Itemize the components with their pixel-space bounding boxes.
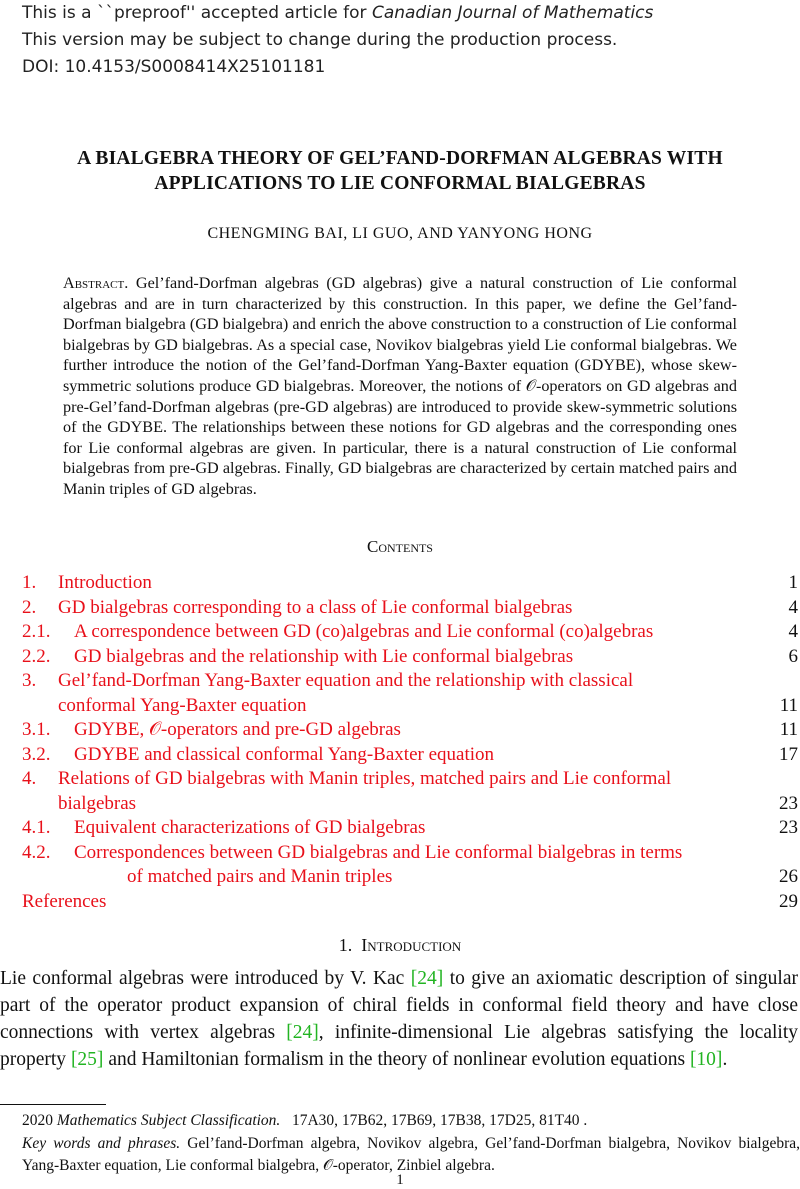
toc-page-number: 4 [788, 621, 798, 642]
toc-entry-label[interactable] [22, 596, 572, 621]
toc-entry-title-continued[interactable]: of matched pairs and Manin triples [127, 866, 393, 887]
toc-entry-title: Correspondences between GD bialgebras and Lie conformal bialgebras in terms [74, 841, 683, 863]
toc-entry[interactable] [22, 890, 798, 915]
footnote-rule [0, 1104, 106, 1105]
intro-paragraph: Lie conformal algebras were introduced by V. Kac [24] to give an axiomatic description of singular part of the operator product expansion of chiral fields in conformal field theory and have close connections with vertex algebras [24], infinite-dimensional Lie algebras satisfying the locality property [25] and Hamiltonian formalism in the theory of nonlinear evolution equations [10]. [0, 968, 798, 1070]
toc-entry[interactable] [22, 816, 798, 841]
toc-entry-continued[interactable] [22, 865, 798, 890]
toc-entry[interactable] [22, 743, 798, 768]
abstract [63, 273, 737, 500]
toc-entry-label[interactable] [22, 767, 671, 792]
toc-entry-title: GDYBE, 𝒪-operators and pre-GD algebras [74, 719, 401, 740]
banner-line-1: This is a ``preproof'' accepted article for Canadian Journal of Mathematics [22, 3, 654, 23]
toc-entry-number: 2.2. [22, 645, 51, 667]
toc-entry-number: 4.2. [22, 841, 51, 863]
banner-line-2: This version may be subject to change during the production process. [22, 30, 618, 50]
preproof-banner [22, 0, 653, 81]
keywords-footnote: Key words and phrases. Gel’fand-Dorfman algebra, Novikov algebra, Gel’fand-Dorfman bialgebra, Novikov bialgebra, Yang-Baxter equation, Lie conformal bialgebra, 𝒪-operator, Zinbiel algebra. [22, 1134, 800, 1174]
abstract-heading: Abstract. [63, 274, 129, 292]
citation-link[interactable]: [10] [689, 1049, 723, 1070]
toc-entry[interactable] [22, 718, 798, 743]
toc-page-number: 17 [779, 743, 798, 765]
toc-entry-label[interactable] [22, 669, 633, 694]
toc-page-number: 11 [779, 719, 798, 740]
paper-title: A BIALGEBRA THEORY OF GEL’FAND-DORFMAN ALGEBRAS WITH APPLICATIONS TO LIE CONFORMAL BIALGEBRAS [77, 148, 723, 194]
footnotes [0, 1110, 800, 1178]
toc-entry-number: 4. [22, 768, 37, 789]
toc-entry-title: Equivalent characterizations of GD bialgebras [74, 817, 426, 838]
toc-entry-label[interactable] [22, 571, 152, 596]
msc-footnote: 2020 Mathematics Subject Classification. 17A30, 17B62, 17B69, 17B38, 17D25, 81T40 . [22, 1112, 588, 1129]
toc-entry-title: Gel’fand-Dorfman Yang-Baxter equation and the relationship with classical [58, 670, 634, 691]
toc-entry-title: References [22, 890, 107, 912]
authors: CHENGMING BAI, LI GUO, AND YANYONG HONG [207, 225, 593, 242]
toc-entry-label[interactable] [22, 816, 425, 841]
toc-entry[interactable] [22, 645, 798, 670]
page-number: 1 [396, 1172, 404, 1188]
toc-page-number: 23 [779, 817, 798, 838]
citation-link[interactable]: [25] [70, 1049, 104, 1070]
toc-entry-number: 3.1. [22, 719, 51, 740]
section-heading-introduction: 1. Introduction [338, 935, 462, 955]
table-of-contents [22, 571, 798, 914]
toc-entry-number: 3. [22, 670, 37, 691]
toc-entry-number: 4.1. [22, 817, 51, 838]
toc-entry-title: GDYBE and classical conformal Yang-Baxter equation [74, 743, 495, 765]
toc-entry-label[interactable] [22, 890, 106, 915]
journal-name: Canadian Journal of Mathematics [371, 3, 654, 23]
toc-page-number: 23 [779, 792, 798, 814]
toc-entry-title: A correspondence between GD (co)algebras and Lie conformal (co)algebras [74, 621, 654, 642]
citation-link[interactable]: [24] [286, 1022, 319, 1043]
toc-entry-title: GD bialgebras and the relationship with Lie conformal bialgebras [74, 645, 574, 667]
contents-heading: Contents [366, 537, 433, 556]
toc-entry[interactable] [22, 841, 798, 866]
abstract-text: Gel’fand-Dorfman algebras (GD algebras) give a natural construction of Lie conformal algebras and are in turn characterized by this construction. In this paper, we define the Gel’fand-Dorfman bialgebra (GD bialgebra) and enrich the above construction to a construction of Lie conformal bialgebras by GD bialgebras. As a special case, Novikov bialgebras yield Lie conformal bialgebras. We further introduce the notion of the Gel’fand-Dorfman Yang-Baxter equation (GDYBE), whose skew-symmetric solutions produce GD bialgebras. Moreover, the notions of 𝒪-operators on GD algebras and pre-Gel’fand-Dorfman algebras (pre-GD algebras) are introduced to provide skew-symmetric solutions of the GDYBE. The relationships between these notions for GD algebras and the corresponding ones for Lie conformal algebras are given. In particular, there is a natural construction of Lie conformal bialgebras from pre-GD algebras. Finally, GD bialgebras are characterized by certain matched pairs and Manin triples of GD algebras. [63, 274, 738, 498]
citation-link[interactable]: [24] [410, 968, 444, 989]
toc-entry-label[interactable] [22, 743, 494, 768]
toc-entry[interactable] [22, 620, 798, 645]
toc-entry-continued[interactable] [22, 694, 798, 719]
toc-entry-title-continued[interactable]: conformal Yang-Baxter equation [58, 694, 307, 716]
toc-entry-number: 3.2. [22, 743, 51, 765]
toc-entry-number: 1. [22, 572, 37, 593]
toc-page-number: 6 [788, 645, 798, 667]
toc-entry-continued[interactable] [22, 792, 798, 817]
doi-line: DOI: 10.4153/S0008414X25101181 [22, 57, 326, 77]
toc-entry[interactable] [22, 669, 798, 694]
toc-entry-title: GD bialgebras corresponding to a class of Lie conformal bialgebras [58, 596, 573, 618]
toc-entry-number: 2. [22, 596, 37, 618]
toc-page-number: 11 [779, 694, 798, 716]
toc-page-number: 1 [788, 572, 798, 593]
toc-entry-number: 2.1. [22, 621, 51, 642]
toc-entry[interactable] [22, 767, 798, 792]
toc-entry-title: Relations of GD bialgebras with Manin triples, matched pairs and Lie conformal [58, 768, 672, 789]
toc-entry-label[interactable] [22, 841, 682, 866]
toc-page-number: 26 [779, 866, 798, 887]
toc-entry-title-continued[interactable]: bialgebras [58, 792, 137, 814]
toc-entry-label[interactable] [22, 645, 573, 670]
toc-entry-label[interactable] [22, 718, 401, 743]
toc-entry[interactable] [22, 571, 798, 596]
toc-page-number: 29 [779, 890, 798, 912]
toc-page-number: 4 [788, 596, 798, 618]
toc-entry-label[interactable] [22, 620, 653, 645]
toc-entry[interactable] [22, 596, 798, 621]
toc-entry-title: Introduction [58, 572, 152, 593]
